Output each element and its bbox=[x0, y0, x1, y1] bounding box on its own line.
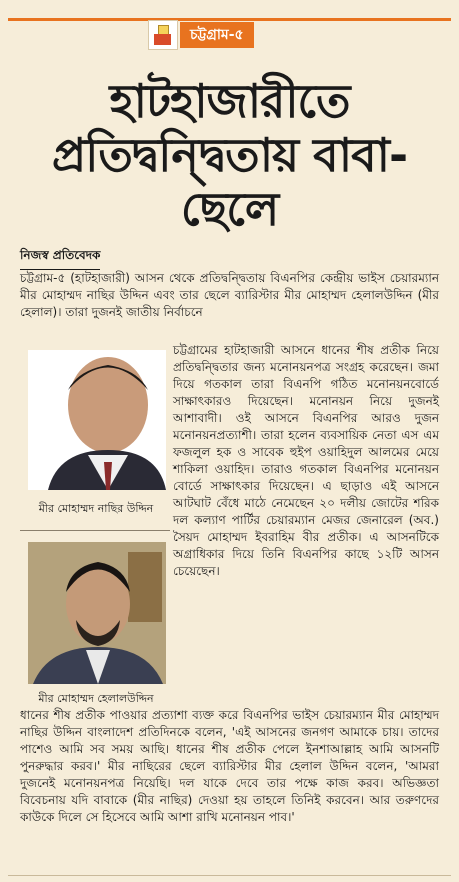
photo-mir-nasir-uddin bbox=[28, 350, 166, 490]
headline: হাটহাজারীতে প্রতিদ্বন্দ্বিতায় বাবা-ছেলে bbox=[51, 74, 408, 236]
section-tag: চট্টগ্রাম-৫ bbox=[180, 22, 254, 48]
photo-caption-2: মীর মোহাম্মদ হেলালউদ্দিন bbox=[38, 692, 154, 705]
article-paragraph-end: ধানের শীষ প্রতীক পাওয়ার প্রত্যাশা ব্যক্ত করে বিএনপির ভাইস চেয়ারম্যান মীর মোহাম্মদ নাছির উদ্দিন বাংলাদেশ প্রতিদিনকে বলেন, 'এই আসনের জনগণ আমাকে চায়। তাদের পাশেও আমি সব সময় আছি। ধানের শীষ প্রতীক পেলে ইনশাআল্লাহ আমি আসনটি পুনরুদ্ধার করব।' মীর নাছিরের ছেলে ব্যারিস্টার মীর হেলাল উদ্দিন বলেন, 'আমরা দুজনেই মনোনয়নপত্র নিয়েছি। দল যাকে দেবে তার পক্ষে কাজ করব। অভিজ্ঞতা বিবেচনায় যদি বাবাকে (মীর নাছির) দেওয়া হয় তাহলে তিনিই করবেন। আর তরুণদের কাউকে দিলে সে হিসেবে আমি আশা রাখি মনোনয়ন পাব।' bbox=[20, 708, 439, 824]
page-bottom-rule bbox=[8, 875, 451, 876]
photo-caption-1: মীর মোহাম্মদ নাছির উদ্দিন bbox=[38, 502, 154, 515]
ballot-box-icon bbox=[148, 20, 178, 50]
reporter-byline: নিজস্ব প্রতিবেদক bbox=[20, 247, 100, 270]
section-tag-group bbox=[148, 20, 254, 50]
article-paragraph-intro: চট্টগ্রাম-৫ (হাটহাজারী) আসন থেকে প্রতিদ্বন্দ্বিতায় বিএনপির কেন্দ্রীয় ভাইস চেয়ারম্যান মীর মোহাম্মদ নাছির উদ্দিন এবং তার ছেলে ব্যারিস্টার মীর মোহাম্মদ হেলালউদ্দিন (মীর হেলাল)। তারা দুজনই জাতীয় নির্বাচনে bbox=[20, 271, 439, 319]
article-paragraph-side: চট্টগ্রামের হাটহাজারী আসনে ধানের শীষ প্রতীক নিয়ে প্রতিদ্বন্দ্বিতার জন্য মনোনয়নপত্র সংগ্রহ করেছেন। জমা দিয়ে গতকাল তারা বিএনপি গঠিত মনোনয়নবোর্ডে সাক্ষাৎকারও দিয়েছেন। মনোনয়ন নিয়ে দুজনই আশাবাদী। ওই আসনে বিএনপির আরও দুজন মনোনয়নপ্রত্যাশী। তারা হলেন ব্যবসায়িক নেতা এস এম ফজলুল হক ও সাবেক হুইপ ওয়াহিদুল আলমের মেয়ে শাকিলা ওয়াহিদ। তারাও গতকাল বিএনপির মনোনয়ন বোর্ডে সাক্ষাৎকার দিয়েছেন। এ ছাড়াও এই আসনে আটঘাট বেঁধে মাঠে নেমেছেন ২০ দলীয় জোটের শরিক দল কল্যাণ পার্টির চেয়ারম্যান মেজর জেনারেল (অব.) সৈয়দ মোহাম্মদ ইবরাহিম বীর প্রতীক। এ আসনটিকে অগ্রাধিকার দিয়ে তিনি বিএনপির কাছে ১২টি আসন চেয়েছেন। bbox=[173, 343, 439, 578]
photo-mir-helaluddin bbox=[28, 542, 166, 684]
divider bbox=[20, 530, 170, 531]
